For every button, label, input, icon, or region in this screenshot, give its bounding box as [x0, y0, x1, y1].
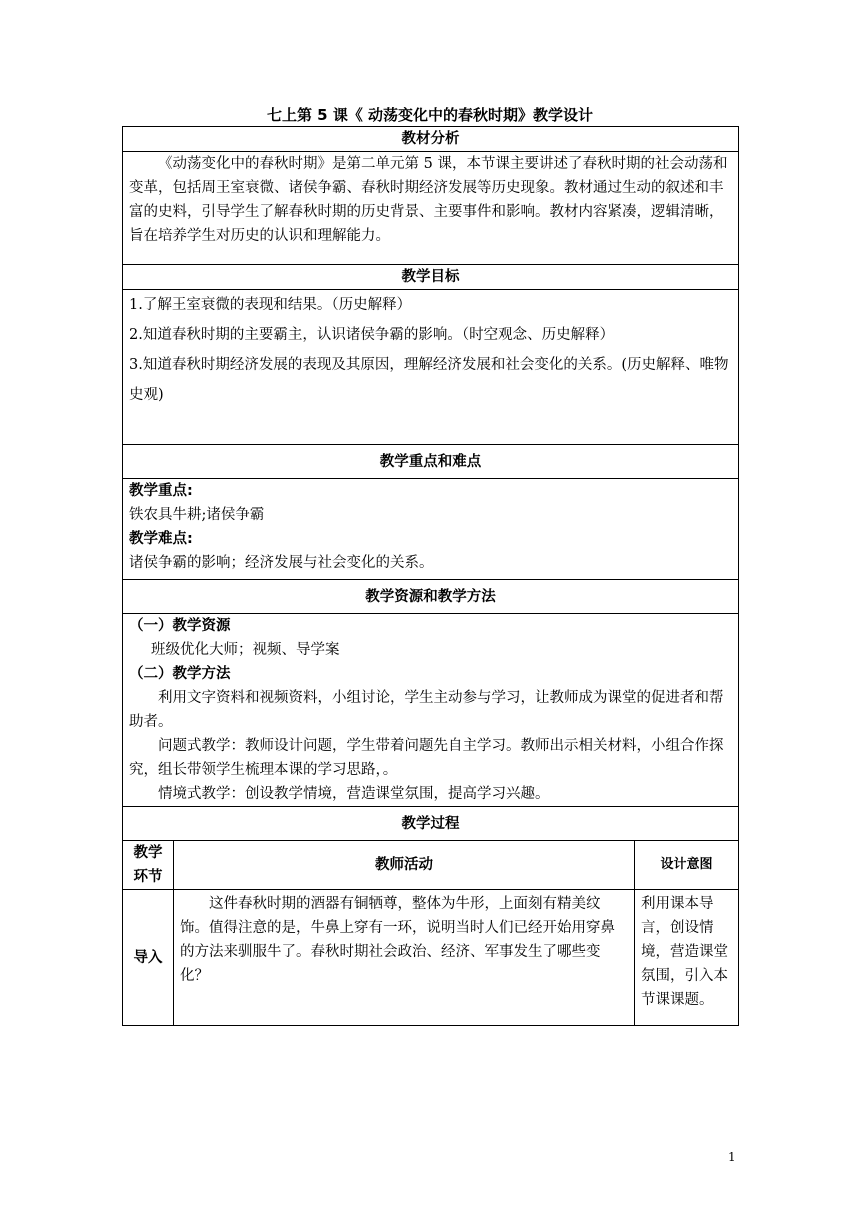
difficulty-label: 教学难点:	[129, 531, 193, 547]
difficulty-text: 诸侯争霸的影响；经济发展与社会变化的关系。	[129, 555, 434, 571]
page-number: 1	[728, 1150, 736, 1164]
analysis-header: 教材分析	[123, 127, 739, 152]
lesson-plan-table	[122, 126, 739, 1026]
focus-label: 教学重点:	[129, 483, 193, 499]
col-teacher-header: 教师活动	[174, 841, 635, 890]
objective-item: 1.了解王室衰微的表现和结果。（历史解释）	[129, 297, 412, 313]
objective-item: 2.知道春秋时期的主要霸主，认识诸侯争霸的影响。（时空观念、历史解释）	[129, 327, 615, 343]
table-row	[123, 890, 739, 1026]
design-intent: 利用课本导言，创设情境，营造课堂氛围，引入本节课课题。	[641, 896, 728, 1008]
col-intent-header: 设计意图	[635, 841, 739, 890]
method-item: 情境式教学：创设教学情境，营造课堂氛围，提高学习兴趣。	[158, 786, 550, 802]
stage-cell: 导入	[123, 890, 174, 1026]
analysis-text: 《动荡变化中的春秋时期》是第二单元第 5 课，本节课主要讲述了春秋时期的社会动荡和变革，包括周王室衰微、诸侯争霸、春秋时期经济发展等历史现象。教材通过生动的叙述和丰富的史料，引导学生了解春秋时期的历史背景、主要事件和影响。教材内容紧凑，逻辑清晰，旨在培养学生对历史的认识和理解能力。	[129, 156, 728, 244]
focus-text: 铁农具牛耕;诸侯争霸	[129, 507, 265, 523]
teacher-activity: 这件春秋时期的酒器有铜牺尊，整体为牛形，上面刻有精美纹饰。值得注意的是，牛鼻上穿有一环，说明当时人们已经开始用穿鼻的方法来驯服牛了。春秋时期社会政治、经济、军事发生了哪些变化？	[180, 896, 615, 984]
key-points-header: 教学重点和难点	[123, 445, 739, 479]
objectives-header: 教学目标	[123, 265, 739, 290]
page-title: 七上第 5 课《 动荡变化中的春秋时期》教学设计	[266, 106, 594, 124]
resources-text: 班级优化大师；视频、导学案	[151, 642, 340, 658]
objectives-list	[123, 290, 739, 445]
resources-label: （一）教学资源	[129, 618, 231, 634]
resources-header: 教学资源和教学方法	[123, 580, 739, 614]
method-item: 问题式教学：教师设计问题，学生带着问题先自主学习。教师出示相关材料，小组合作探究，组长带领学生梳理本课的学习思路，。	[129, 738, 724, 778]
col-stage-header: 教学环节	[123, 841, 174, 890]
method-item: 利用文字资料和视频资料，小组讨论，学生主动参与学习，让教师成为课堂的促进者和帮助者。	[129, 690, 724, 730]
objective-item: 3.知道春秋时期经济发展的表现及其原因，理解经济发展和社会变化的关系。(历史解释、唯物史观)	[129, 357, 729, 403]
process-header: 教学过程	[123, 807, 739, 841]
methods-label: （二）教学方法	[129, 666, 231, 682]
